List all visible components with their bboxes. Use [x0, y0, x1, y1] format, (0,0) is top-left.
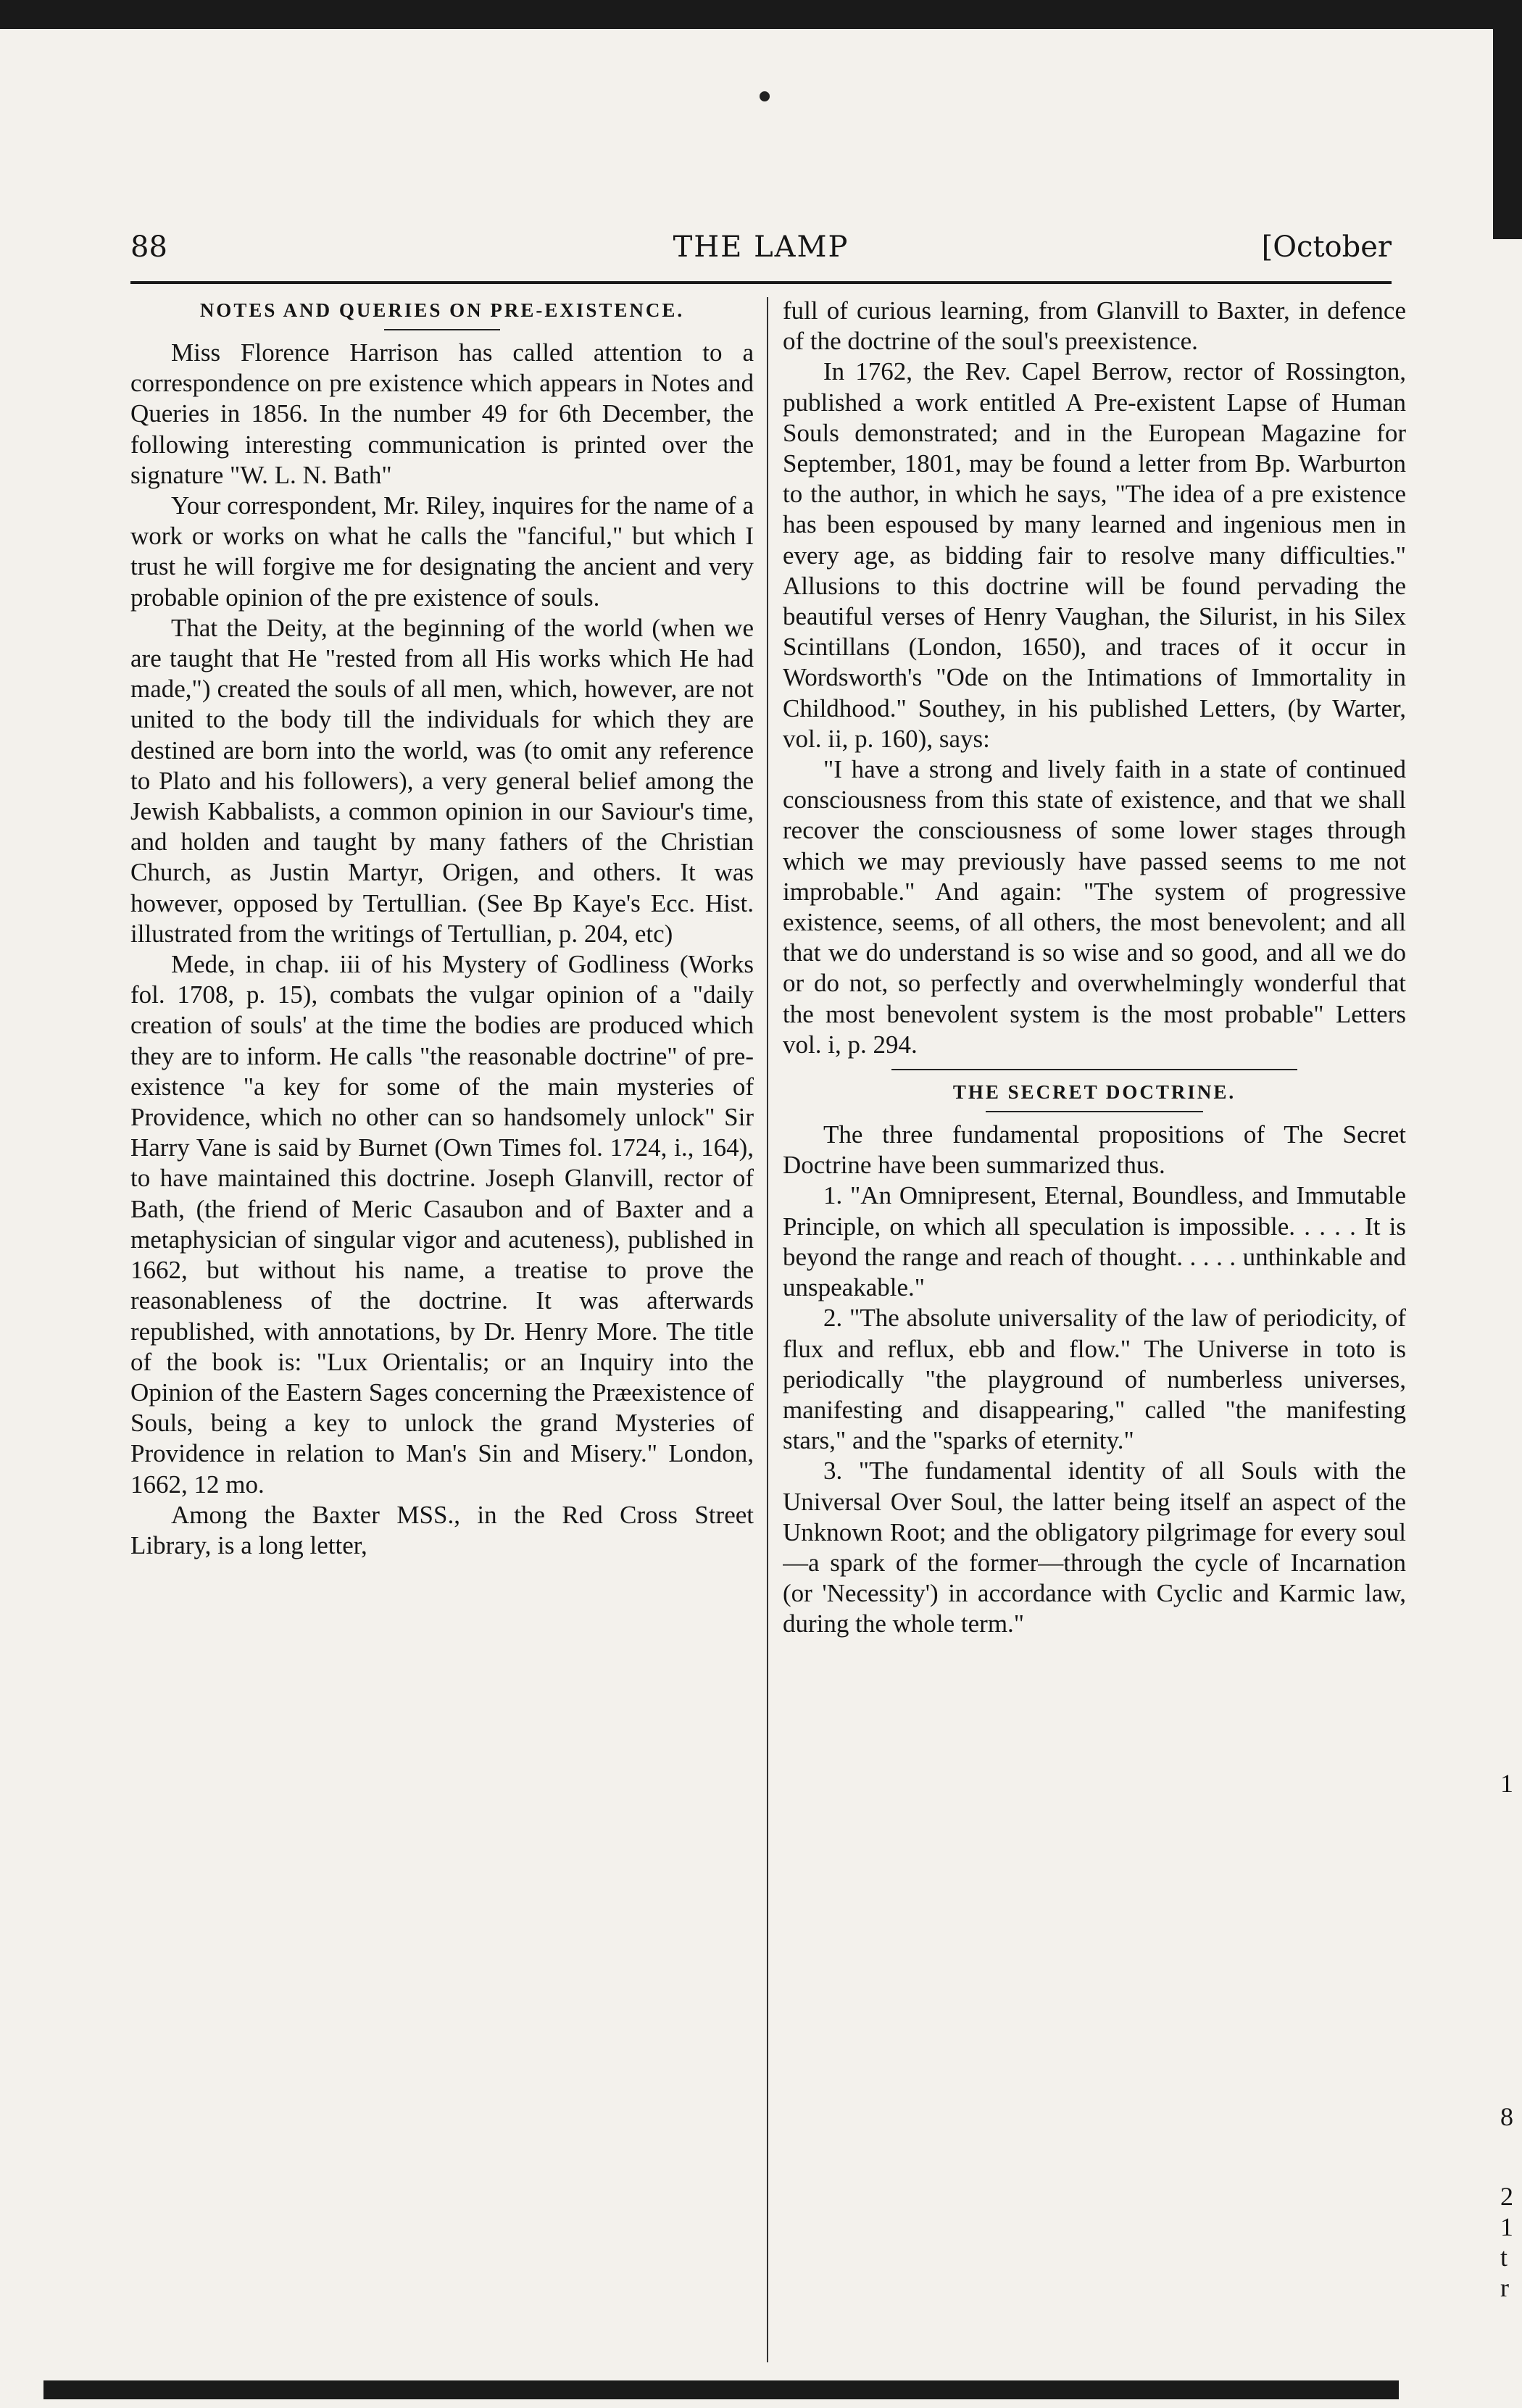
paragraph: "I have a strong and lively faith in a state of continued consciousness from this state of existence, and that we shall recover the consciousness of some lower stages through which we may previously have passed seems to me not improbable." And again: "The system of progressive existence, seems, of all others, the most benevolent; and all that we do understand is so wise and so good, and all we do or do not, so perfectly and overwhelmingly wonderful that the most benevolent system is the most probable" Letters vol. i, p. 294. [783, 755, 1406, 1059]
paragraph: Your correspondent, Mr. Riley, inquires for the name of a work or works on what he calls the "fanciful," but which I trust he will forgive me for designating the ancient and very probable opinion of the pre existence of souls. [130, 491, 754, 612]
paragraph: Among the Baxter MSS., in the Red Cross Street Library, is a long letter, [130, 1500, 754, 1559]
paragraph: 3. "The fundamental identity of all Souls with the Universal Over Soul, the latter being itself an aspect of the Unknown Root; and the obligatory pilgrimage for every soul—a spark of the former—through the cycle of Incarnation (or 'Necessity') in accordance with Cyclic and Karmic law, during the whole term." [783, 1457, 1406, 1638]
page-header [130, 230, 1392, 274]
paragraph: full of curious learning, from Glanvill to Baxter, in defence of the doctrine of the soul's preexistence. [783, 296, 1406, 356]
section-title-secret-doctrine: THE SECRET DOCTRINE. [952, 1081, 1236, 1104]
scan-border-top [0, 0, 1522, 29]
section-rule [384, 329, 500, 330]
paragraph: That the Deity, at the beginning of the world (when we are taught that He "rested from all His works which He had made,") created the souls of all men, which, however, are not united to the body till the individuals for which they are destined are born into the world, was (to omit any reference to Plato and his followers), a very general belief among the Jewish Kabbalists, a common opinion in our Saviour's time, and holden and taught by many fathers of the Christian Church, as Justin Martyr, Origen, and others. It was however, opposed by Tertullian. (See Bp Kaye's Ecc. Hist. illustrated from the writings of Tertullian, p. 204, etc) [130, 613, 754, 948]
section-rule [986, 1111, 1203, 1112]
header-rule [130, 281, 1392, 284]
paragraph: 1. "An Omnipresent, Eternal, Boundless, and Immutable Principle, on which all speculation is impossible. . . . . It is beyond the range and reach of thought. . . . . unthinkable and unspeakable." [783, 1181, 1406, 1302]
paragraph: Miss Florence Harrison has called attention to a correspondence on pre existence which appears in Notes and Queries in 1856. In the number 49 for 6th December, the following interesting communication is printed over the signature "W. L. N. Bath" [130, 338, 754, 489]
running-title: THE LAMP [673, 230, 849, 264]
edge-mark: 2 [1500, 2182, 1513, 2211]
edge-mark: r [1500, 2273, 1509, 2302]
edge-mark: 1 [1500, 2212, 1513, 2241]
edge-mark: 8 [1500, 2102, 1513, 2131]
section-title-pre-existence: NOTES AND QUERIES ON PRE-EXISTENCE. [199, 299, 685, 321]
paragraph: 2. "The absolute universality of the law of periodicity, of flux and reflux, ebb and flow." The Universe in toto is periodically "the playground of numberless universes, manifesting and disappearing," called "the manifesting stars," and the "sparks of eternity." [783, 1304, 1406, 1455]
scan-border-bottom [43, 2380, 1399, 2399]
section-rule [891, 1069, 1297, 1070]
left-column [130, 296, 754, 2361]
paragraph: Mede, in chap. iii of his Mystery of Godliness (Works fol. 1708, p. 15), combats the vulgar opinion of a "daily creation of souls' at the time the bodies are produced which they are to inform. He calls "the reasonable doctrine" of pre-existence "a key for some of the main mysteries of Providence, which no other can so handsomely unlock" Sir Harry Vane is said by Burnet (Own Times fol. 1724, i., 164), to have maintained this doctrine. Joseph Glanvill, rector of Bath, (the friend of Meric Casaubon and of Baxter and a metaphysician of singular vigor and acuteness), published in 1662, but without his name, a treatise to prove the reasonableness of the doctrine. It was afterwards republished, with annotations, by Dr. Henry More. The title of the book is: "Lux Orientalis; or an Inquiry into the Opinion of the Eastern Sages concerning the Præexistence of Souls, being a key to unlock the grand Mysteries of Providence in relation to Man's Sin and Misery." London, 1662, 12 mo. [130, 950, 754, 1499]
paragraph: The three fundamental propositions of The Secret Doctrine have been summarized thus. [783, 1120, 1406, 1180]
page-number: 88 [130, 230, 167, 264]
ink-dot [760, 91, 770, 101]
column-divider [767, 297, 768, 2362]
issue-month: [October [1261, 230, 1392, 264]
paragraph: In 1762, the Rev. Capel Berrow, rector of Rossington, published a work entitled A Pre-existent Lapse of Human Souls demonstrated; and in the European Magazine for September, 1801, may be found a letter from Bp. Warburton to the author, in which he says, "The idea of a pre existence has been espoused by many learned and ingenious men in every age, as bidding fair to resolve many difficulties." Allusions to this doctrine will be found pervading the beautiful verses of Henry Vaughan, the Silurist, in his Silex Scintillans (London, 1650), and traces of it occur in Wordsworth's "Ode on the Intimations of Immortality in Childhood." Southey, in his published Letters, (by Warter, vol. ii, p. 160), says: [783, 357, 1406, 753]
edge-mark: t [1500, 2243, 1508, 2272]
edge-mark: 1 [1500, 1769, 1513, 1798]
scan-border-right [1493, 0, 1522, 239]
right-column [783, 296, 1406, 2361]
